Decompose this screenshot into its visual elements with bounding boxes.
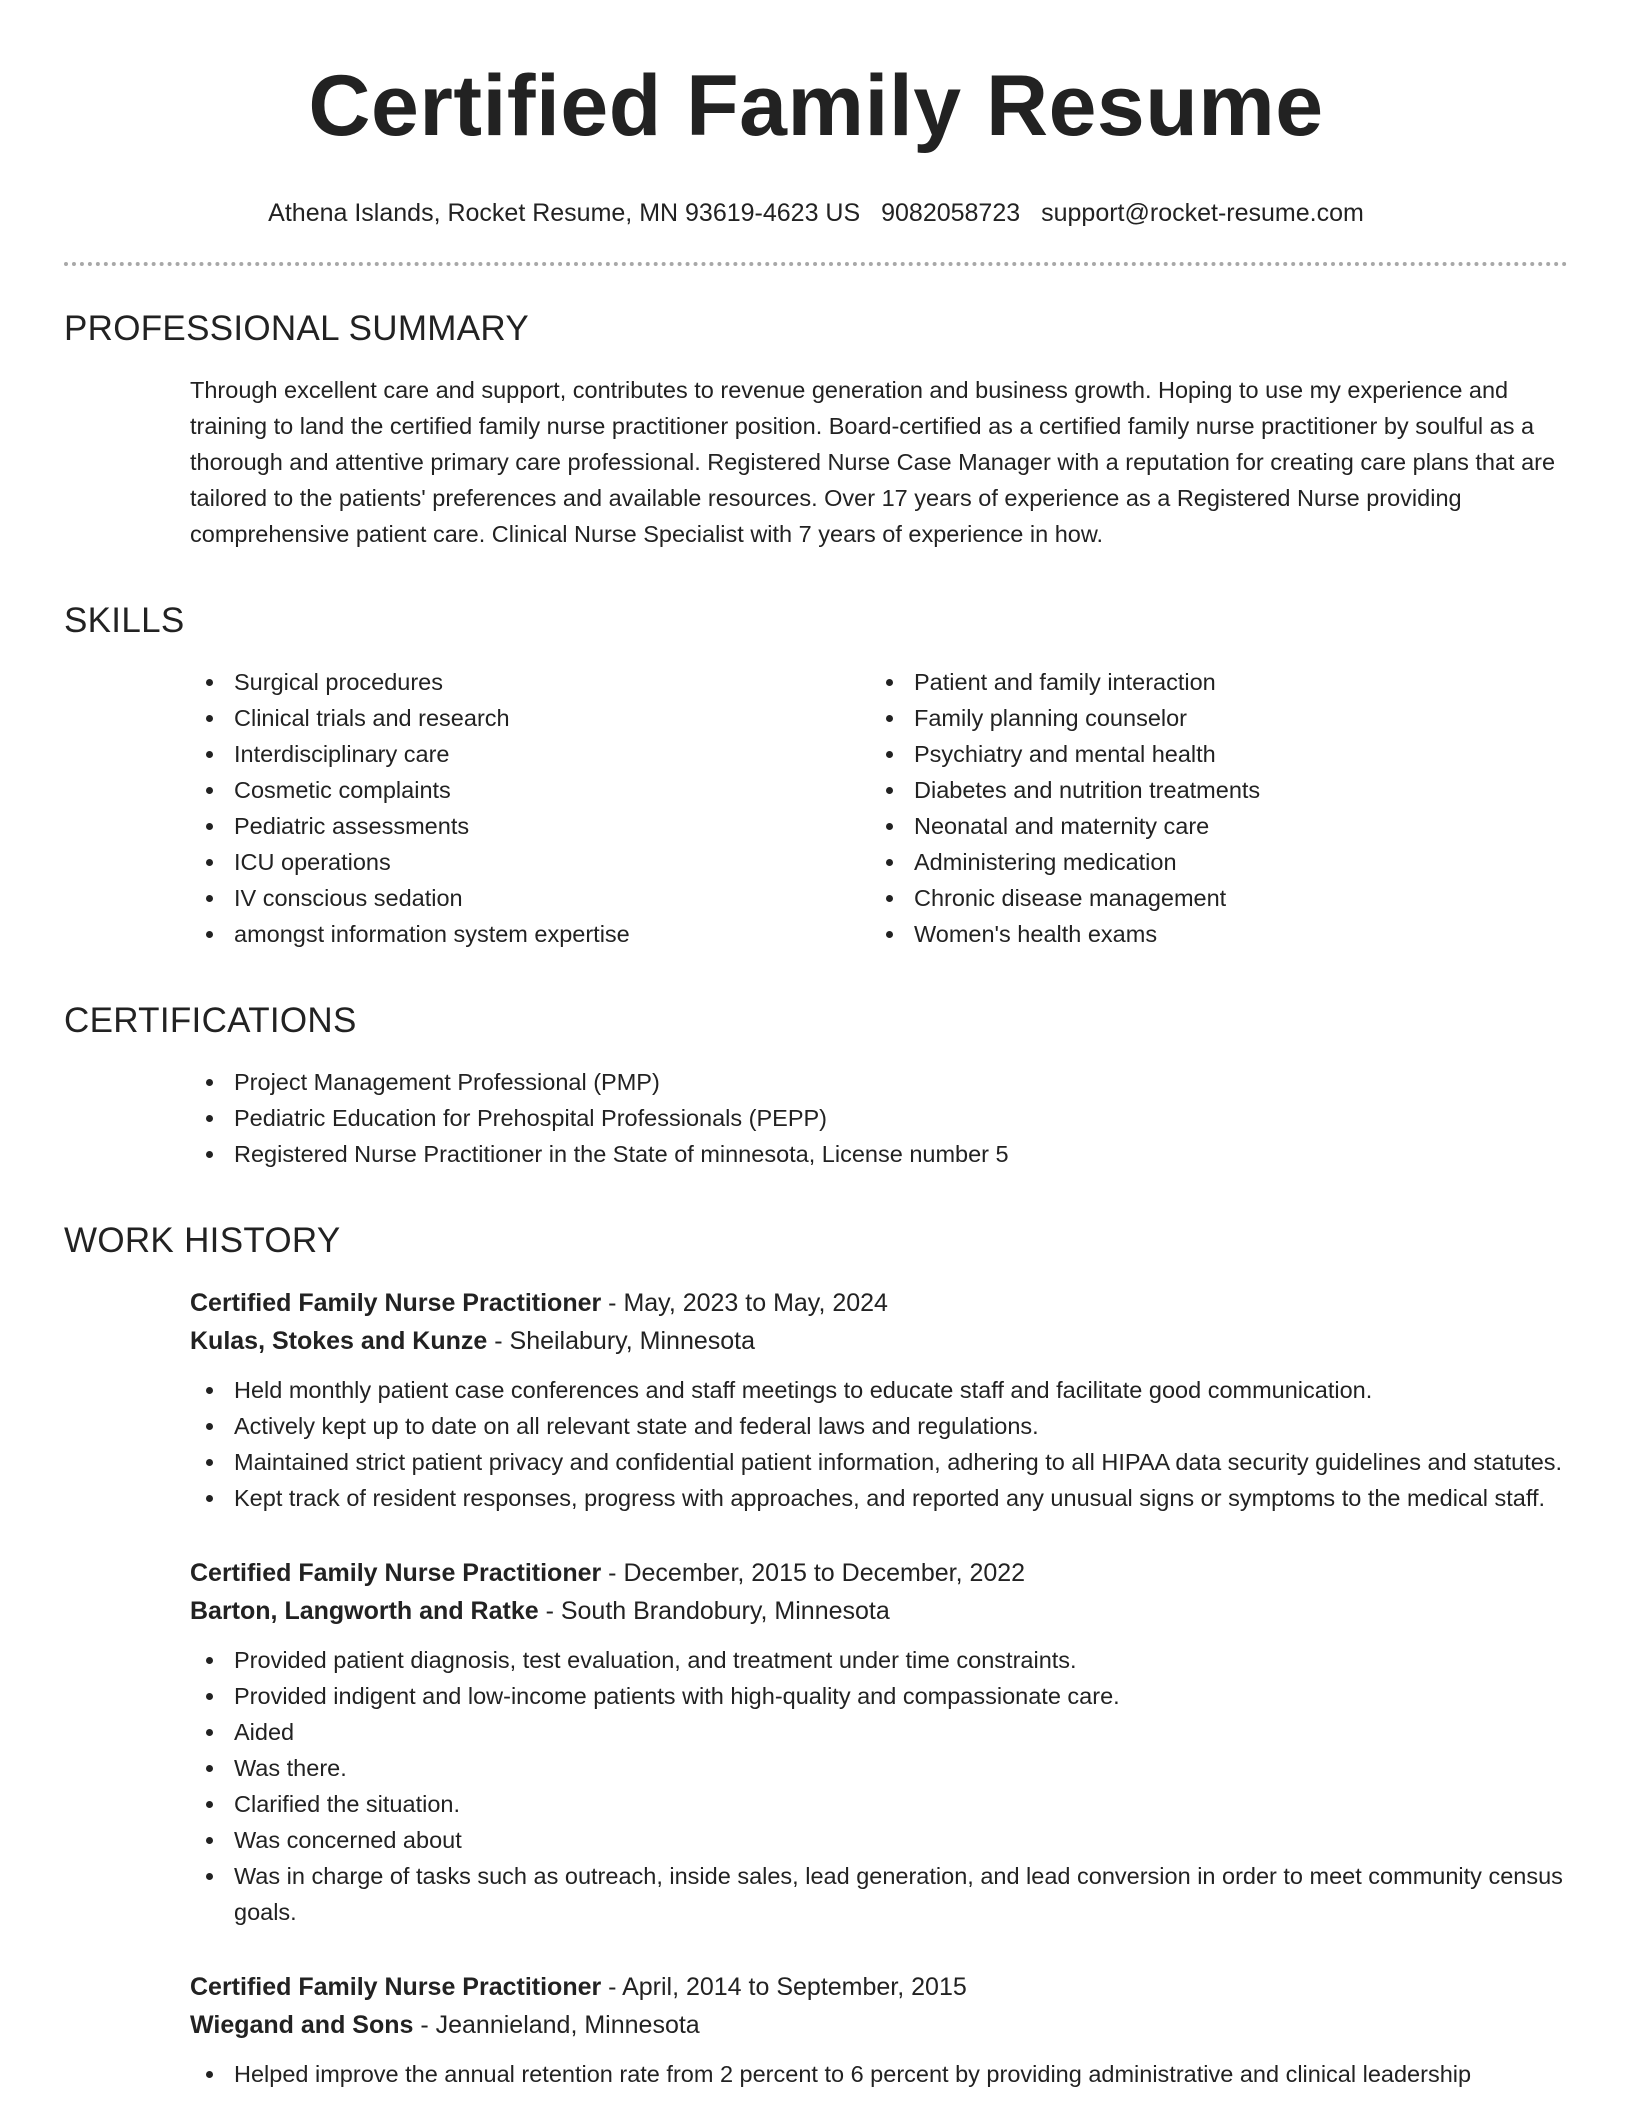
skill-item: Psychiatry and mental health xyxy=(870,736,1550,772)
skill-item: Diabetes and nutrition treatments xyxy=(870,772,1550,808)
job-title-line xyxy=(190,1554,1568,1592)
work-history-heading: WORK HISTORY xyxy=(64,1221,341,1260)
summary-text: Through excellent care and support, contributes to revenue generation and business growth. Hoping to use my experience and training to land the certified family nurse practitioner position. Board-certified as a certified family nurse practitioner by soulful as a thorough and attentive primary care professional. Registered Nurse Case Manager with a reputation for creating care plans that are tailored to the patients' preferences and available resources. Over 17 years of experience as a Registered Nurse providing comprehensive patient care. Clinical Nurse Specialist with 7 years of experience in how. xyxy=(190,377,1556,547)
work-history-section xyxy=(64,1220,1568,2092)
job-duties-list xyxy=(190,1372,1568,1516)
resume-header xyxy=(64,0,1568,266)
job-role: Certified Family Nurse Practitioner xyxy=(190,1973,602,2001)
job-duty-item: Provided indigent and low-income patients with high-quality and compassionate care. xyxy=(190,1678,1568,1714)
job-company: Wiegand and Sons xyxy=(190,2011,414,2039)
job-duty-item: Clarified the situation. xyxy=(190,1786,1568,1822)
skills-list-right xyxy=(870,664,1550,952)
job-duty-item: Helped improve the annual retention rate from 2 percent to 6 percent by providing administrative and clinical leadership xyxy=(190,2056,1568,2092)
skill-item: Pediatric assessments xyxy=(190,808,870,844)
skill-item: Family planning counselor xyxy=(870,700,1550,736)
job-role: Certified Family Nurse Practitioner xyxy=(190,1559,602,1587)
job-dates: - April, 2014 to September, 2015 xyxy=(601,1973,967,2001)
job-duty-item: Held monthly patient case conferences and staff meetings to educate staff and facilitate good communication. xyxy=(190,1372,1568,1408)
skills-list-left xyxy=(190,664,870,952)
job-duty-item: Actively kept up to date on all relevant state and federal laws and regulations. xyxy=(190,1408,1568,1444)
job-company-line xyxy=(190,2006,1568,2044)
summary-section xyxy=(64,308,1568,552)
job-company-line xyxy=(190,1592,1568,1630)
job-duties-list xyxy=(190,2056,1568,2092)
job-duty-item: Was in charge of tasks such as outreach, inside sales, lead generation, and lead conversion in order to meet community census goals. xyxy=(190,1858,1568,1930)
skill-item: amongst information system expertise xyxy=(190,916,870,952)
skill-item: Chronic disease management xyxy=(870,880,1550,916)
resume-name: Certified Family Resume xyxy=(308,58,1324,154)
skill-item: Patient and family interaction xyxy=(870,664,1550,700)
summary-heading: PROFESSIONAL SUMMARY xyxy=(64,309,529,348)
contact-phone: 9082058723 xyxy=(881,199,1021,227)
skill-item: IV conscious sedation xyxy=(190,880,870,916)
job-dates: - May, 2023 to May, 2024 xyxy=(601,1289,888,1317)
job-list xyxy=(64,1284,1568,2092)
skill-item: ICU operations xyxy=(190,844,870,880)
job-company-line xyxy=(190,1322,1568,1360)
job-entry xyxy=(190,1554,1568,1930)
skills-section xyxy=(64,600,1568,952)
certification-item: Pediatric Education for Prehospital Professionals (PEPP) xyxy=(190,1100,1568,1136)
job-duties-list xyxy=(190,1642,1568,1930)
contact-address: Athena Islands, Rocket Resume, MN 93619-4623 US xyxy=(268,199,861,227)
job-entry xyxy=(190,1284,1568,1516)
certification-item: Project Management Professional (PMP) xyxy=(190,1064,1568,1100)
skill-item: Neonatal and maternity care xyxy=(870,808,1550,844)
job-location: - Jeannieland, Minnesota xyxy=(413,2011,700,2039)
job-company: Kulas, Stokes and Kunze xyxy=(190,1327,488,1355)
job-location: - Sheilabury, Minnesota xyxy=(487,1327,756,1355)
job-location: - South Brandobury, Minnesota xyxy=(538,1597,890,1625)
job-duty-item: Maintained strict patient privacy and confidential patient information, adhering to all HIPAA data security guidelines and statutes. xyxy=(190,1444,1568,1480)
job-entry xyxy=(190,1968,1568,2092)
job-company: Barton, Langworth and Ratke xyxy=(190,1597,539,1625)
job-title-line xyxy=(190,1968,1568,2006)
skill-item: Administering medication xyxy=(870,844,1550,880)
job-duty-item: Provided patient diagnosis, test evaluation, and treatment under time constraints. xyxy=(190,1642,1568,1678)
certifications-list xyxy=(190,1064,1568,1172)
certification-item: Registered Nurse Practitioner in the State of minnesota, License number 5 xyxy=(190,1136,1568,1172)
skill-item: Women's health exams xyxy=(870,916,1550,952)
job-role: Certified Family Nurse Practitioner xyxy=(190,1289,602,1317)
skill-item: Surgical procedures xyxy=(190,664,870,700)
skill-item: Clinical trials and research xyxy=(190,700,870,736)
contact-line xyxy=(64,198,1568,228)
header-divider xyxy=(64,262,1568,266)
certifications-heading: CERTIFICATIONS xyxy=(64,1001,357,1040)
contact-email[interactable]: support@rocket-resume.com xyxy=(1041,199,1364,227)
job-title-line xyxy=(190,1284,1568,1322)
skill-item: Interdisciplinary care xyxy=(190,736,870,772)
skill-item: Cosmetic complaints xyxy=(190,772,870,808)
job-duty-item: Was concerned about xyxy=(190,1822,1568,1858)
job-duty-item: Kept track of resident responses, progress with approaches, and reported any unusual signs or symptoms to the medical staff. xyxy=(190,1480,1568,1516)
job-dates: - December, 2015 to December, 2022 xyxy=(601,1559,1026,1587)
job-duty-item: Was there. xyxy=(190,1750,1568,1786)
job-duty-item: Aided xyxy=(190,1714,1568,1750)
skills-heading: SKILLS xyxy=(64,601,185,640)
certifications-section xyxy=(64,1000,1568,1172)
